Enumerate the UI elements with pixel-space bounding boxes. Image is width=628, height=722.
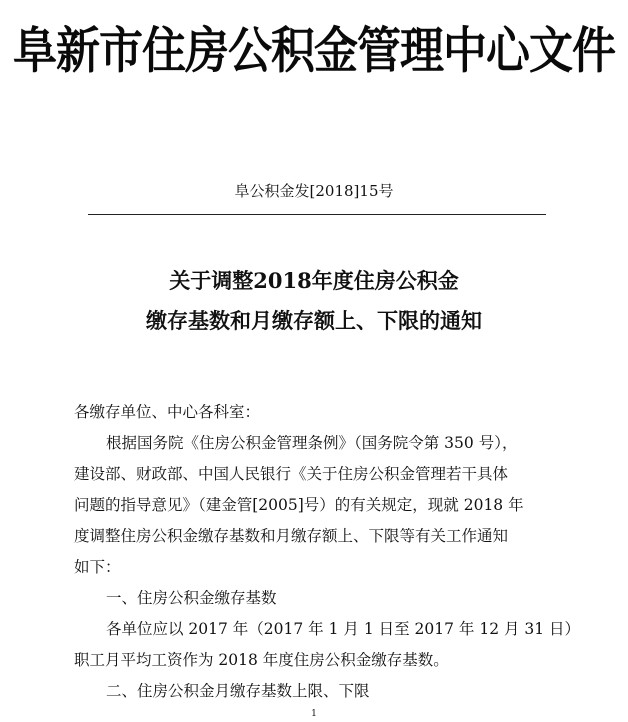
header-divider [88,214,546,215]
salutation: 各缴存单位、中心各科室： [74,403,261,421]
notice-title-line-2: 缴存基数和月缴存额上、下限的通知 [146,308,482,333]
body-line: 问题的指导意见》（建金管[2005]号）的有关规定，现就 2018 年 [74,496,524,514]
body-line: 根据国务院《住房公积金管理条例》（国务院令第 350 号）， [106,434,518,452]
document-number: 阜公积金发[2018]15号 [234,182,394,200]
document-header-title: 阜新市住房公积金管理中心文件 [13,22,615,80]
body-line: 如下： [74,558,121,576]
page-number: 1 [311,709,317,719]
section-1-line: 职工月平均工资作为 2018 年度住房公积金缴存基数。 [74,651,449,669]
notice-title-line-1: 关于调整2018年度住房公积金 [169,268,459,293]
section-1-heading: 一、住房公积金缴存基数 [106,589,277,607]
body-line: 建设部、财政部、中国人民银行《关于住房公积金管理若干具体 [74,465,509,483]
body-line: 度调整住房公积金缴存基数和月缴存额上、下限等有关工作通知 [74,527,509,545]
section-2-heading: 二、住房公积金月缴存基数上限、下限 [106,682,370,700]
section-1-line: 各单位应以 2017 年（2017 年 1 月 1 日至 2017 年 12 月 31 日） [106,620,581,638]
